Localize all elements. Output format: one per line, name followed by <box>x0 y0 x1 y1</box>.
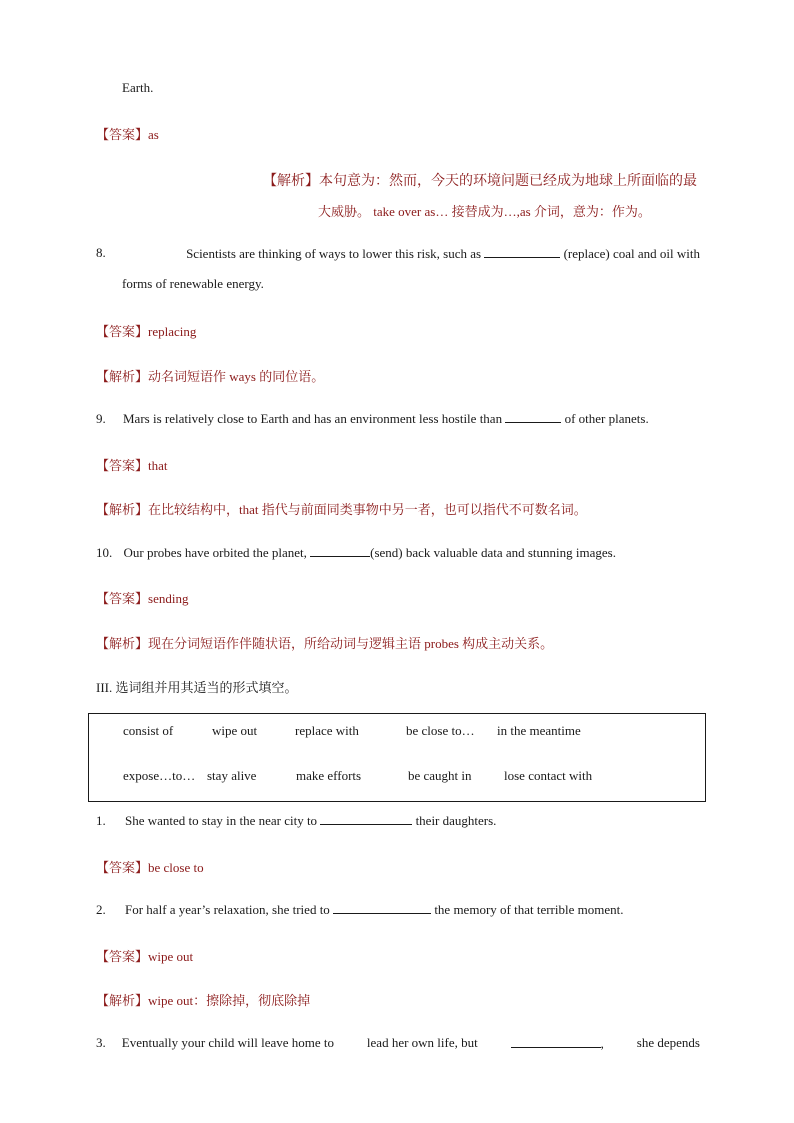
answer-tag: 【答案】 <box>96 324 149 339</box>
answer-blank[interactable] <box>333 901 431 914</box>
word-option: in the meantime <box>497 723 581 738</box>
question-9 <box>96 410 649 427</box>
analysis-text: 在比较结构中，that 指代与前面同类事物中另一者，也可以指代不可数名词。 <box>148 502 587 517</box>
answer-tag: 【答案】 <box>96 591 149 606</box>
question-number: 10. <box>96 545 113 560</box>
answer-p1 <box>96 857 204 876</box>
answer-value: be close to <box>148 860 204 875</box>
word-bank-box <box>88 713 706 802</box>
question-number: 1. <box>96 813 106 828</box>
question-text: Scientists are thinking of ways to lower this risk, such as (replace) coal and oil with <box>186 246 700 261</box>
analysis-text: 动名词短语作 ways 的同位语。 <box>148 369 325 384</box>
question-number: 2. <box>96 902 106 917</box>
word-option: consist of <box>123 723 174 738</box>
word-option: be caught in <box>408 768 472 783</box>
question-text-end: (send) back valuable data and stunning images. <box>370 545 616 560</box>
word-option: expose…to… <box>123 768 196 783</box>
analysis-q8 <box>96 366 324 385</box>
answer-blank[interactable] <box>484 245 560 258</box>
analysis-tag: 【解析】 <box>96 993 149 1008</box>
answer-tag: 【答案】 <box>96 949 149 964</box>
question-10 <box>96 544 616 561</box>
answer-value: that <box>148 458 168 473</box>
answer-value: wipe out <box>148 949 194 964</box>
answer-q7 <box>96 124 159 143</box>
practice-3: 3. Eventually your child will leave home to lead her own life, but , she depends <box>96 1035 700 1051</box>
question-text: For half a year’s relaxation, she tried to <box>125 902 330 917</box>
answer-blank[interactable] <box>511 1035 601 1048</box>
answer-tag: 【答案】 <box>96 458 149 473</box>
analysis-q9 <box>96 499 587 518</box>
analysis-q7-line2: 大威胁。 take over as… 接替成为…,as 介词，意为：作为。 <box>318 204 651 219</box>
answer-q9 <box>96 455 168 474</box>
question-8 <box>96 245 700 262</box>
section-title: III. 选词组并用其适当的形式填空。 <box>96 680 298 695</box>
question-text-d: she depends <box>636 1035 700 1050</box>
analysis-tag: 【解析】 <box>96 636 149 651</box>
question-number: 8. <box>96 245 106 260</box>
analysis-text: 现在分词短语作伴随状语，所给动词与逻辑主语 probes 构成主动关系。 <box>148 636 554 651</box>
question-8-cont: forms of renewable energy. <box>122 276 264 291</box>
answer-blank[interactable] <box>310 544 370 557</box>
word-option: replace with <box>295 723 359 738</box>
analysis-q10 <box>96 633 553 652</box>
analysis-tag: 【解析】 <box>96 369 149 384</box>
answer-q10 <box>96 588 188 607</box>
analysis-tag: 【解析】 <box>263 174 319 189</box>
question-text-end: of other planets. <box>564 411 649 426</box>
word-option: be close to… <box>406 723 475 738</box>
answer-tag: 【答案】 <box>96 127 149 142</box>
word-option: make efforts <box>296 768 362 783</box>
answer-tag: 【答案】 <box>96 860 149 875</box>
question-text-end: their daughters. <box>415 813 497 828</box>
question-number: 9. <box>96 411 106 426</box>
analysis-tag: 【解析】 <box>96 502 149 517</box>
answer-blank[interactable] <box>320 812 412 825</box>
word-option: wipe out <box>212 723 258 738</box>
question-text: Our probes have orbited the planet, <box>123 545 307 560</box>
question-text-end: the memory of that terrible moment. <box>434 902 624 917</box>
practice-1 <box>96 812 496 829</box>
analysis-p2 <box>96 990 310 1009</box>
analysis-text: wipe out：擦除掉，彻底除掉 <box>148 993 311 1008</box>
answer-blank[interactable] <box>505 410 561 423</box>
answer-p2 <box>96 946 193 965</box>
question-text-b: lead her own life, but <box>366 1035 478 1050</box>
practice-2 <box>96 901 623 918</box>
question-text: Mars is relatively close to Earth and has an environment less hostile than <box>123 411 503 426</box>
word-option: lose contact with <box>504 768 593 783</box>
word-option: stay alive <box>207 768 257 783</box>
analysis-text: 本句意为：然而，今天的环境问题已经成为地球上所面临的最 <box>319 174 697 189</box>
answer-q8 <box>96 321 196 340</box>
answer-value: sending <box>148 591 189 606</box>
question-text: Eventually your child will leave home to <box>121 1035 335 1050</box>
analysis-q7-line1 <box>263 170 697 190</box>
answer-value: replacing <box>148 324 197 339</box>
answer-value: as <box>148 127 159 142</box>
question-number: 3. <box>96 1035 106 1050</box>
continuation-text: Earth. <box>122 80 154 95</box>
question-text: She wanted to stay in the near city to <box>125 813 318 828</box>
